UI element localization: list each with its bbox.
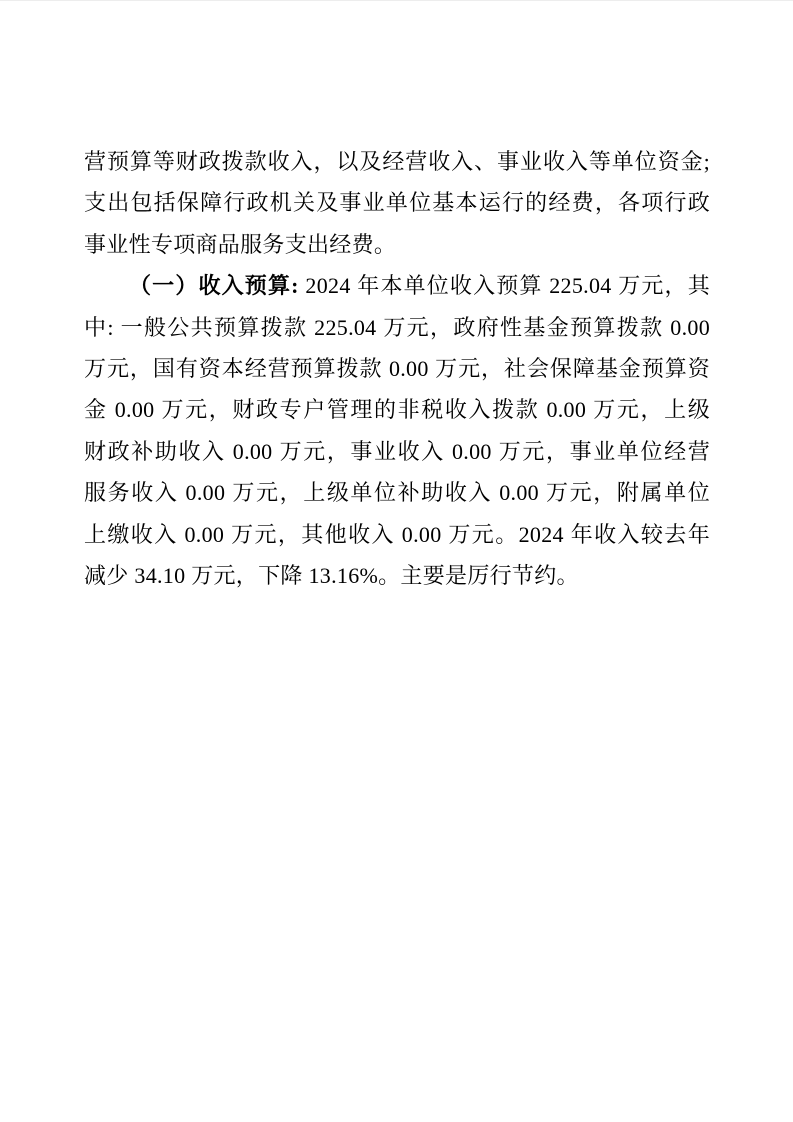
document-line: 事业性专项商品服务支出经费。 [84,231,397,257]
document-line: 服务收入 0.00 万元，上级单位补助收入 0.00 万元，附属单位 [84,480,710,506]
text-block [84,141,710,596]
document-line: 金 0.00 万元，财政专户管理的非税收入拨款 0.00 万元，上级 [84,397,710,423]
document-line: 万元，国有资本经营预算拨款 0.00 万元，社会保障基金预算资 [84,356,710,382]
section-heading-income-budget: （一）收入预算: [129,273,299,299]
document-line: 财政补助收入 0.00 万元，事业收入 0.00 万元，事业单位经营 [84,438,710,464]
document-line-text: 2024 年本单位收入预算 225.04 万元，其 [298,273,710,299]
document-line: 营预算等财政拨款收入，以及经营收入、事业收入等单位资金; [84,149,710,174]
document-line: 支出包括保障行政机关及事业单位基本运行的经费，各项行政 [84,190,710,216]
document-line: 中: 一般公共预算拨款 225.04 万元，政府性基金预算拨款 0.00 [84,314,710,340]
document-line [84,265,710,306]
document-line: 上缴收入 0.00 万元，其他收入 0.00 万元。2024 年收入较去年 [84,521,710,547]
document-line: 减少 34.10 万元，下降 13.16%。主要是厉行节约。 [84,563,579,589]
